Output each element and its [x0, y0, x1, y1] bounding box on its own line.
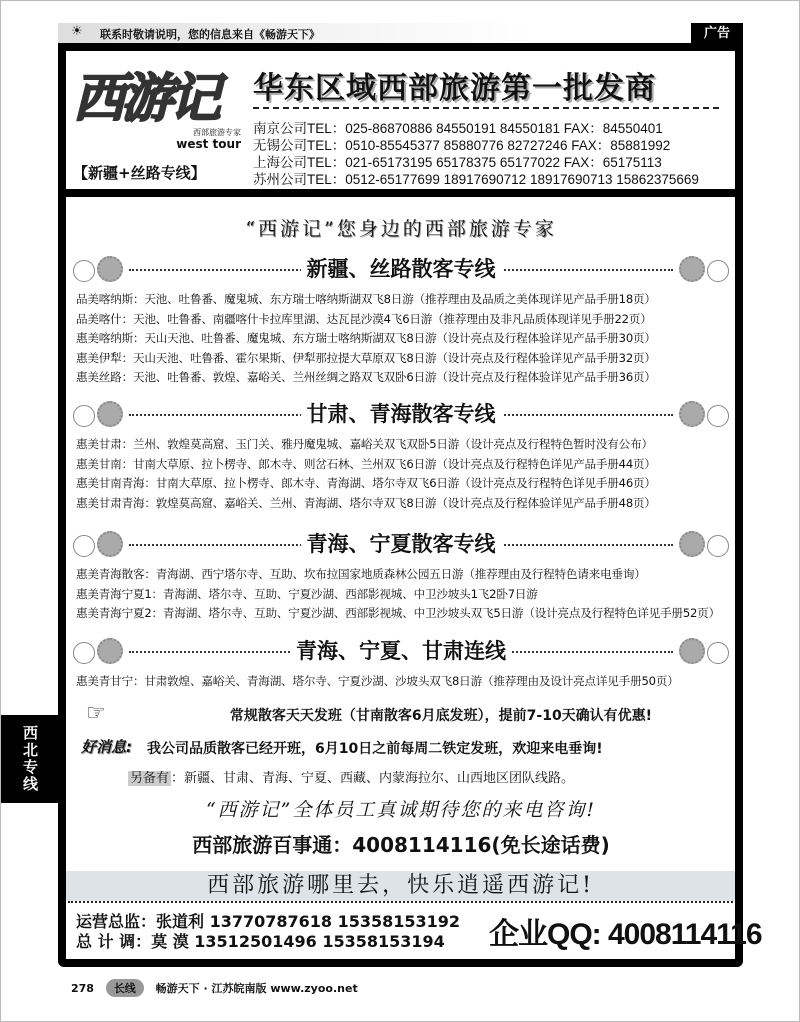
tour-item: 惠美甘南：甘南大草原、拉卜楞寺、郎木寺、则岔石林、兰州双飞6日游（设计亮点及行程特色详见产品手册44页）	[76, 456, 656, 471]
tour-item: 惠美青海宁夏2：青海湖、塔尔寺、互助、宁夏沙湖、西部影视城、中卫沙坡头双飞5日游（设计亮点及行程特色详见手册52页）	[76, 606, 720, 620]
hotline: 西部旅游百事通：4008114116(免长途话费)	[192, 833, 610, 857]
publication: 畅游天下 · 江苏皖南版 www.zyoo.net	[155, 982, 358, 995]
tour-item: 惠美甘南青海：甘南大草原、拉卜楞寺、郎木寺、青海湖、塔尔寺双飞6日游（设计亮点及行程特色详见手册46页）	[76, 476, 656, 490]
section-title: 青海、宁夏散客专线	[301, 532, 502, 556]
ad-tab: 广告	[691, 23, 743, 45]
tour-item: 品美喀纳斯：天池、吐鲁番、魔鬼城、东方瑞士喀纳斯湖双飞8日游（推荐理由及品质之美体现详见产品手册18页）	[76, 292, 656, 306]
section-header	[73, 399, 729, 429]
tour-item: 惠美甘肃青海：敦煌莫高窟、嘉峪关、兰州、青海湖、塔尔寺双飞8日游（设计亮点及行程体验详见产品手册48页）	[76, 495, 656, 510]
section-pill: 长线	[106, 979, 144, 997]
also-text: ：新疆、甘肃、青海、宁夏、西藏、内蒙海拉尔、山西地区团队线路。	[171, 771, 575, 786]
tel-line: 无锡公司TEL：0510-85545377 85880776 82727246 FAX：85881992	[253, 138, 671, 153]
tour-item: 惠美喀纳斯：天山天池、吐鲁番、魔鬼城、东方瑞士喀纳斯湖双飞8日游（设计亮点及行程体验详见产品手册30页）	[76, 331, 656, 345]
header-title: 华东区域西部旅游第一批发商	[253, 71, 656, 106]
contact-line: 运营总监：张道利 13770787618 15358153192	[76, 912, 461, 931]
section-title: 新疆、丝路散客专线	[301, 257, 502, 281]
divider	[68, 901, 733, 903]
section-title: 青海、宁夏、甘肃连线	[290, 639, 512, 663]
route-tag: 【新疆+丝路专线】	[73, 164, 206, 182]
section-header	[73, 529, 729, 559]
top-notice-bar	[58, 23, 743, 43]
tour-item: 惠美丝路：天池、吐鲁番、敦煌、嘉峪关、兰州丝绸之路双飞双卧6日游（设计亮点及行程体验详见产品手册36页）	[76, 370, 656, 384]
tour-item: 惠美甘肃：兰州、敦煌莫高窟、玉门关、雅丹魔鬼城、嘉峪关双飞双卧5日游（设计亮点及行程特色暂时没有公布）	[76, 437, 653, 451]
company-logo	[73, 67, 241, 151]
also-available	[128, 767, 574, 786]
page-footer	[71, 979, 358, 997]
tour-item: 惠美青海散客：青海湖、西宁塔尔寺、互助、坎布拉国家地质森林公园五日游（推荐理由及行程特色请来电垂询）	[76, 567, 646, 581]
logo-text: 西游记	[73, 69, 218, 129]
page-number: 278	[71, 982, 94, 995]
tour-item: 惠美青海宁夏1：青海湖、塔尔寺、互助、宁夏沙湖、西部影视城、中卫沙坡头1飞2卧7日游	[76, 586, 538, 601]
section-title: 甘肃、青海散客专线	[301, 402, 502, 426]
section-header	[73, 636, 729, 666]
also-label: 另备有	[130, 771, 170, 786]
tel-line: 苏州公司TEL：0512-65177699 18917690712 18917690713 15862375669	[253, 172, 699, 187]
tour-item: 品美喀什：天池、吐鲁番、南疆喀什卡拉库里湖、达瓦昆沙漠4飞6日游（推荐理由及非凡品质体现详见手册22页）	[76, 311, 652, 326]
side-tab: 西北专线	[1, 715, 58, 803]
sun-logo-icon: ☀	[71, 24, 83, 39]
logo-english: west tour	[176, 137, 241, 151]
divider	[253, 107, 719, 109]
company-qq: 企业QQ: 4008114116	[489, 918, 762, 951]
tour-item: 惠美青甘宁：甘肃敦煌、嘉峪关、青海湖、塔尔寺、宁夏沙湖、沙坡头双飞8日游（推荐理由及设计亮点详见手册50页）	[76, 674, 679, 688]
tour-item: 惠美伊犁：天山天池、吐鲁番、霍尔果斯、伊犁那拉提大草原双飞8日游（设计亮点及行程体验详见产品手册32页）	[76, 350, 656, 365]
contact-line: 总 计 调：莫 漠 13512501496 15358153194	[76, 932, 445, 951]
logo-subtitle: 西部旅游专家	[193, 128, 241, 137]
tel-line: 上海公司TEL：021-65173195 65178375 65177022 FAX：65175113	[253, 155, 662, 170]
pointing-hand-icon: ☞	[86, 701, 106, 726]
section-header	[73, 254, 729, 284]
staff-message: “西游记”全体员工真诚期待您的来电咨询!	[205, 799, 597, 821]
daily-departure-text: 常规散客天天发班（甘南散客6月底发班），提前7-10天确认有优惠!	[229, 708, 653, 724]
tel-line: 南京公司TEL：025-86870886 84550191 84550181 FAX：84550401	[253, 121, 663, 136]
tagline-band: 西部旅游哪里去，快乐逍遥西游记!	[66, 871, 735, 901]
good-news-text: 我公司品质散客已经开班，6月10日之前每周二铁定发班，欢迎来电垂询!	[147, 741, 603, 757]
slogan: “西游记”您身边的西部旅游专家	[245, 218, 557, 240]
source-notice: 联系时敬请说明，您的信息来自《畅游天下》	[100, 28, 320, 41]
good-news-label: 好消息:	[81, 738, 132, 756]
